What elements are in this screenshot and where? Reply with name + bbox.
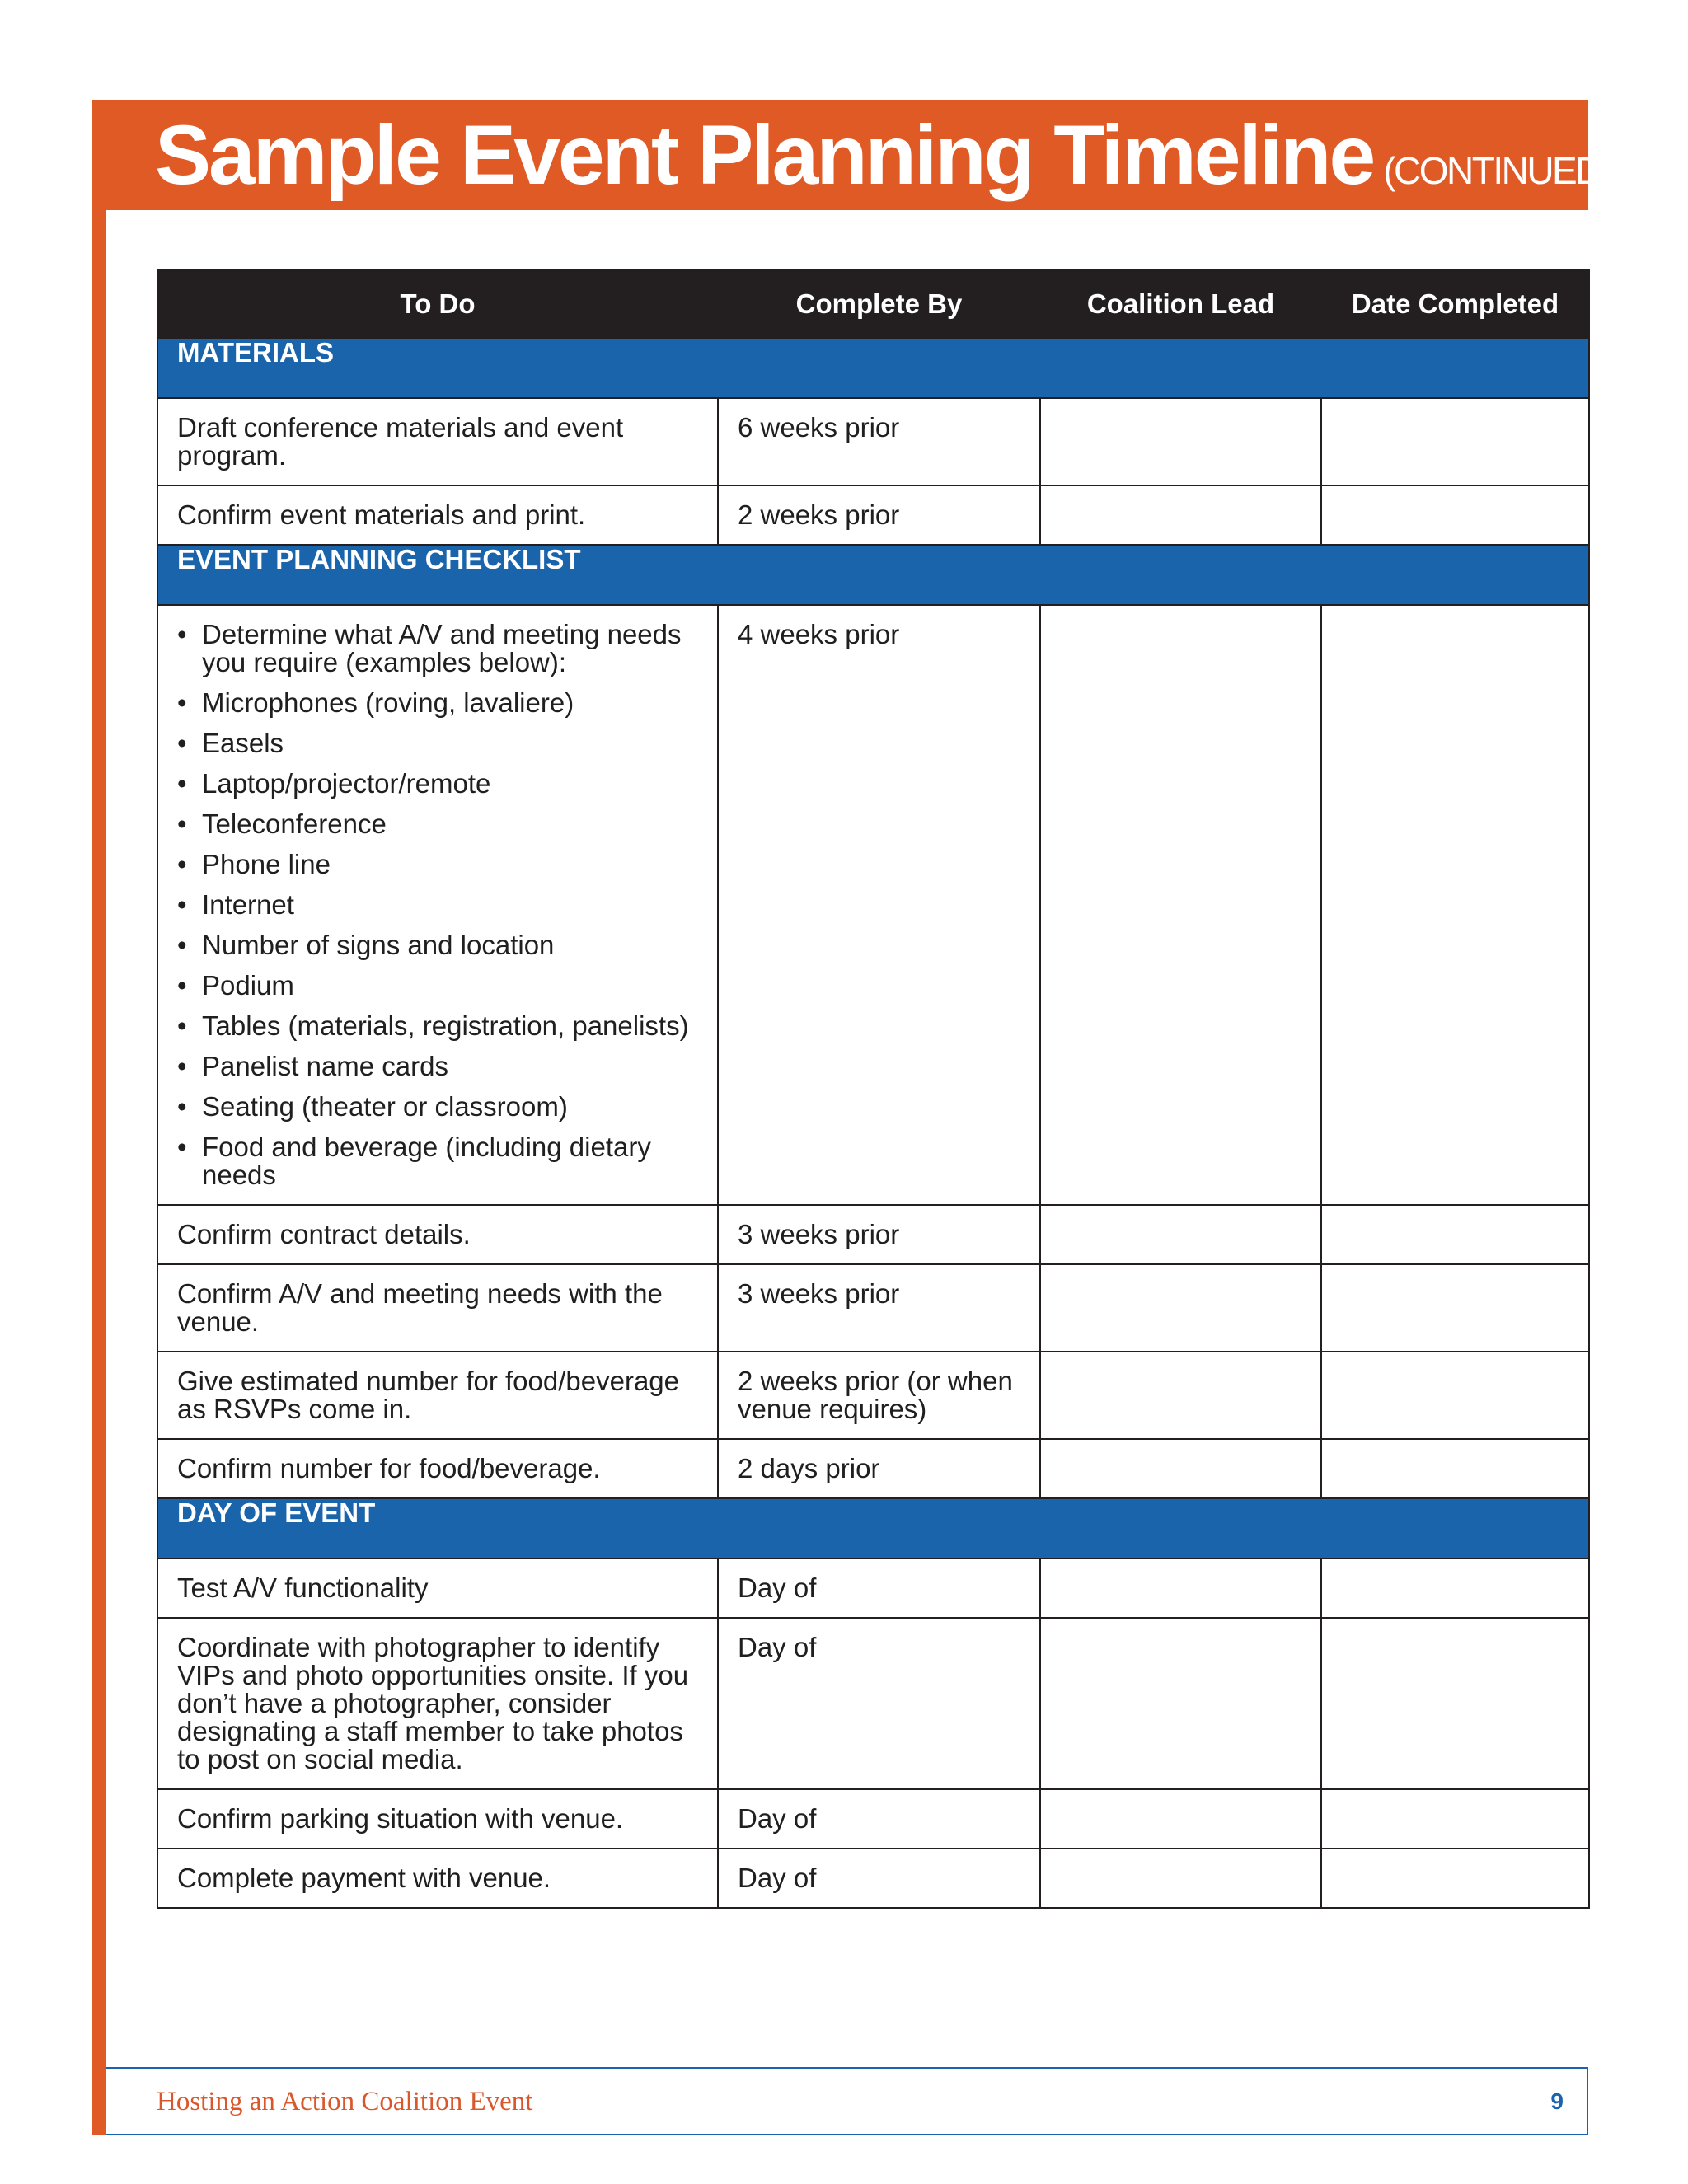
- complete-by-cell: 2 days prior: [718, 1439, 1040, 1498]
- table-header-row: [157, 270, 1589, 338]
- coalition-lead-cell: [1040, 1849, 1321, 1908]
- list-item: • Number of signs and location: [177, 931, 702, 959]
- date-completed-cell: [1321, 398, 1589, 485]
- table-row: [157, 1849, 1589, 1908]
- page-number: 9: [1550, 2088, 1564, 2114]
- coalition-lead-cell: [1040, 1264, 1321, 1352]
- table-row: [157, 1618, 1589, 1789]
- date-completed-cell: [1321, 1789, 1589, 1849]
- table-row: [157, 398, 1589, 485]
- complete-by-cell: 3 weeks prior: [718, 1205, 1040, 1264]
- section-header-day-of: [157, 1498, 1589, 1558]
- list-item: • Food and beverage (including dietary needs: [177, 1133, 702, 1189]
- section-header-checklist: [157, 545, 1589, 605]
- table-row: [157, 1789, 1589, 1849]
- list-item: • Tables (materials, registration, panelists): [177, 1012, 702, 1040]
- section-title: EVENT PLANNING CHECKLIST: [157, 545, 1589, 605]
- table-row: [157, 1205, 1589, 1264]
- date-completed-cell: [1321, 605, 1589, 1205]
- todo-cell: Complete payment with venue.: [157, 1849, 718, 1908]
- todo-cell: Coordinate with photographer to identify VIPs and photo opportunities onsite. If you don’t have a photographer, consider designating a staff member to take photos to post on social media.: [157, 1618, 718, 1789]
- todo-cell: Give estimated number for food/beverage as RSVPs come in.: [157, 1352, 718, 1439]
- table-row: [157, 605, 1589, 1205]
- column-header-todo: To Do: [157, 270, 718, 338]
- complete-by-cell: 6 weeks prior: [718, 398, 1040, 485]
- list-item: • Determine what A/V and meeting needs you require (examples below):: [177, 621, 702, 677]
- complete-by-cell: Day of: [718, 1849, 1040, 1908]
- todo-cell: Confirm event materials and print.: [157, 485, 718, 545]
- date-completed-cell: [1321, 1439, 1589, 1498]
- column-header-complete-by: Complete By: [718, 270, 1040, 338]
- coalition-lead-cell: [1040, 1789, 1321, 1849]
- section-header-materials: [157, 338, 1589, 398]
- checklist-bullets: [177, 621, 702, 1189]
- complete-by-cell: Day of: [718, 1558, 1040, 1618]
- coalition-lead-cell: [1040, 485, 1321, 545]
- table-row: [157, 1439, 1589, 1498]
- complete-by-cell: 2 weeks prior: [718, 485, 1040, 545]
- list-item: • Podium: [177, 972, 702, 1000]
- date-completed-cell: [1321, 1558, 1589, 1618]
- table-row: [157, 1264, 1589, 1352]
- list-item: • Laptop/projector/remote: [177, 770, 702, 798]
- page-title-suffix: (CONTINUED): [1383, 149, 1611, 192]
- title-banner: [92, 100, 1611, 210]
- table-row: [157, 485, 1589, 545]
- todo-cell: Confirm A/V and meeting needs with the venue.: [157, 1264, 718, 1352]
- coalition-lead-cell: [1040, 1205, 1321, 1264]
- complete-by-cell: Day of: [718, 1789, 1040, 1849]
- column-header-coalition-lead: Coalition Lead: [1040, 270, 1321, 338]
- table-row: [157, 1352, 1589, 1439]
- list-item: • Seating (theater or classroom): [177, 1093, 702, 1121]
- date-completed-cell: [1321, 1618, 1589, 1789]
- section-title: DAY OF EVENT: [157, 1498, 1589, 1558]
- complete-by-cell: Day of: [718, 1618, 1040, 1789]
- coalition-lead-cell: [1040, 1352, 1321, 1439]
- date-completed-cell: [1321, 1264, 1589, 1352]
- date-completed-cell: [1321, 1352, 1589, 1439]
- todo-cell: [157, 605, 718, 1205]
- date-completed-cell: [1321, 485, 1589, 545]
- todo-cell: Test A/V functionality: [157, 1558, 718, 1618]
- todo-cell: Confirm number for food/beverage.: [157, 1439, 718, 1498]
- column-header-date-completed: Date Completed: [1321, 270, 1589, 338]
- list-item: • Panelist name cards: [177, 1052, 702, 1080]
- todo-cell: Draft conference materials and event program.: [157, 398, 718, 485]
- left-accent-bar: [92, 100, 106, 2135]
- date-completed-cell: [1321, 1205, 1589, 1264]
- complete-by-cell: 3 weeks prior: [718, 1264, 1040, 1352]
- todo-cell: Confirm contract details.: [157, 1205, 718, 1264]
- complete-by-cell: 4 weeks prior: [718, 605, 1040, 1205]
- coalition-lead-cell: [1040, 1439, 1321, 1498]
- footer-document-title: Hosting an Action Coalition Event: [157, 2087, 533, 2116]
- list-item: • Microphones (roving, lavaliere): [177, 689, 702, 717]
- page-footer: [106, 2067, 1588, 2135]
- table-row: [157, 1558, 1589, 1618]
- todo-cell: Confirm parking situation with venue.: [157, 1789, 718, 1849]
- list-item: • Teleconference: [177, 810, 702, 838]
- section-title: MATERIALS: [157, 338, 1589, 398]
- coalition-lead-cell: [1040, 1618, 1321, 1789]
- list-item: • Easels: [177, 729, 702, 757]
- page-title: [155, 108, 1611, 202]
- timeline-table: [157, 269, 1590, 1909]
- coalition-lead-cell: [1040, 398, 1321, 485]
- coalition-lead-cell: [1040, 605, 1321, 1205]
- date-completed-cell: [1321, 1849, 1589, 1908]
- page-title-main: Sample Event Planning Timeline: [155, 108, 1374, 202]
- list-item: • Internet: [177, 891, 702, 919]
- coalition-lead-cell: [1040, 1558, 1321, 1618]
- complete-by-cell: 2 weeks prior (or when venue requires): [718, 1352, 1040, 1439]
- list-item: • Phone line: [177, 851, 702, 879]
